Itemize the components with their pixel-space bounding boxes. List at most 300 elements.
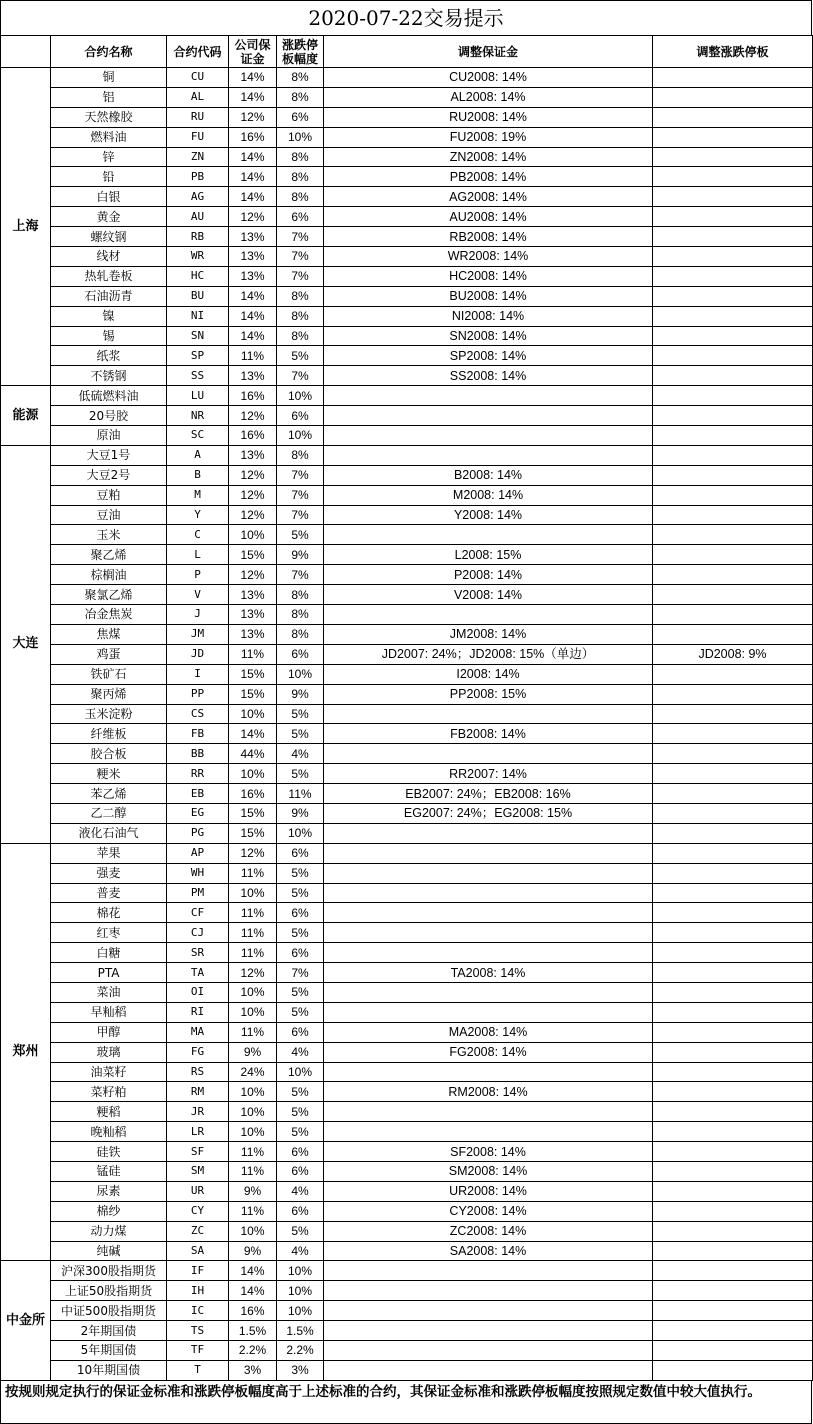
margin-cell: 12% — [229, 406, 277, 426]
adjusted-limit-cell — [653, 1301, 813, 1321]
table-row — [1, 624, 813, 644]
contract-name-cell: 粳稻 — [51, 1102, 167, 1122]
adjusted-margin-cell: JM2008: 14% — [324, 624, 653, 644]
contract-name-cell: 10年期国债 — [51, 1360, 167, 1380]
table-row — [1, 107, 813, 127]
adjusted-limit-cell — [653, 68, 813, 88]
contract-name-cell: 苯乙烯 — [51, 784, 167, 804]
table-row — [1, 982, 813, 1002]
contract-code-cell: HC — [167, 266, 229, 286]
adjusted-limit-cell — [653, 1122, 813, 1142]
adjusted-limit-cell — [653, 1261, 813, 1281]
adjusted-limit-cell — [653, 426, 813, 446]
contract-name-cell: 棉花 — [51, 903, 167, 923]
adjusted-limit-cell — [653, 923, 813, 943]
contract-name-cell: 菜籽粕 — [51, 1082, 167, 1102]
table-row — [1, 1261, 813, 1281]
contract-code-cell: RS — [167, 1062, 229, 1082]
margin-cell: 11% — [229, 923, 277, 943]
margin-cell: 11% — [229, 1161, 277, 1181]
margin-cell: 24% — [229, 1062, 277, 1082]
adjusted-margin-cell — [324, 744, 653, 764]
margin-cell: 13% — [229, 247, 277, 267]
table-row — [1, 684, 813, 704]
table-row — [1, 346, 813, 366]
contract-code-cell: FU — [167, 127, 229, 147]
table-row — [1, 704, 813, 724]
limit-cell: 6% — [277, 903, 324, 923]
adjusted-margin-cell — [324, 863, 653, 883]
margin-cell: 15% — [229, 803, 277, 823]
adjusted-margin-cell: RR2007: 14% — [324, 764, 653, 784]
margin-table — [0, 35, 813, 1381]
limit-cell: 10% — [277, 1062, 324, 1082]
margin-cell: 14% — [229, 87, 277, 107]
adjusted-margin-cell: HC2008: 14% — [324, 266, 653, 286]
table-row — [1, 784, 813, 804]
contract-code-cell: LU — [167, 386, 229, 406]
contract-name-cell: 热轧卷板 — [51, 266, 167, 286]
adjusted-limit-cell — [653, 187, 813, 207]
limit-cell: 10% — [277, 1281, 324, 1301]
contract-name-cell: 苹果 — [51, 843, 167, 863]
table-row — [1, 167, 813, 187]
table-row — [1, 366, 813, 386]
table-row — [1, 1241, 813, 1261]
limit-cell: 5% — [277, 525, 324, 545]
table-row — [1, 1161, 813, 1181]
limit-cell: 7% — [277, 266, 324, 286]
adjusted-margin-cell: V2008: 14% — [324, 585, 653, 605]
limit-cell: 5% — [277, 346, 324, 366]
adjusted-limit-cell — [653, 843, 813, 863]
adjusted-limit-cell — [653, 445, 813, 465]
adjusted-margin-cell — [324, 1062, 653, 1082]
contract-code-cell: SF — [167, 1142, 229, 1162]
limit-cell: 8% — [277, 585, 324, 605]
contract-name-cell: 硅铁 — [51, 1142, 167, 1162]
page-title: 2020-07-22交易提示 — [0, 0, 812, 35]
margin-cell: 14% — [229, 286, 277, 306]
adjusted-limit-cell — [653, 227, 813, 247]
contract-name-cell: 黄金 — [51, 207, 167, 227]
table-row — [1, 87, 813, 107]
contract-code-cell: BB — [167, 744, 229, 764]
contract-name-cell: 原油 — [51, 426, 167, 446]
contract-code-cell: JM — [167, 624, 229, 644]
margin-cell: 11% — [229, 644, 277, 664]
limit-cell: 4% — [277, 1181, 324, 1201]
margin-cell: 11% — [229, 863, 277, 883]
contract-code-cell: IC — [167, 1301, 229, 1321]
margin-cell: 9% — [229, 1181, 277, 1201]
margin-cell: 1.5% — [229, 1321, 277, 1341]
contract-code-cell: AP — [167, 843, 229, 863]
adjusted-margin-cell: TA2008: 14% — [324, 963, 653, 983]
limit-cell: 8% — [277, 87, 324, 107]
table-row — [1, 306, 813, 326]
contract-name-cell: 早籼稻 — [51, 1002, 167, 1022]
header-code: 合约代码 — [167, 36, 229, 68]
limit-cell: 7% — [277, 227, 324, 247]
table-row — [1, 525, 813, 545]
limit-cell: 8% — [277, 306, 324, 326]
contract-name-cell: 铁矿石 — [51, 664, 167, 684]
margin-cell: 16% — [229, 127, 277, 147]
header-exchange — [1, 36, 51, 68]
table-row — [1, 963, 813, 983]
limit-cell: 6% — [277, 644, 324, 664]
limit-cell: 6% — [277, 1201, 324, 1221]
contract-name-cell: 铅 — [51, 167, 167, 187]
header-row — [1, 36, 813, 68]
table-row — [1, 903, 813, 923]
table-row — [1, 1181, 813, 1201]
contract-name-cell: 20号胶 — [51, 406, 167, 426]
contract-name-cell: 纤维板 — [51, 724, 167, 744]
adjusted-margin-cell — [324, 823, 653, 843]
margin-cell: 14% — [229, 147, 277, 167]
contract-code-cell: EG — [167, 803, 229, 823]
table-row — [1, 1002, 813, 1022]
adjusted-margin-cell: EG2007: 24%；EG2008: 15% — [324, 803, 653, 823]
margin-cell: 11% — [229, 346, 277, 366]
adjusted-margin-cell: JD2007: 24%；JD2008: 15%（单边） — [324, 644, 653, 664]
margin-cell: 11% — [229, 903, 277, 923]
adjusted-limit-cell — [653, 883, 813, 903]
contract-code-cell: RR — [167, 764, 229, 784]
limit-cell: 5% — [277, 1102, 324, 1122]
adjusted-limit-cell — [653, 147, 813, 167]
limit-cell: 8% — [277, 147, 324, 167]
margin-cell: 11% — [229, 943, 277, 963]
adjusted-margin-cell — [324, 843, 653, 863]
adjusted-limit-cell — [653, 1201, 813, 1221]
adjusted-limit-cell — [653, 1002, 813, 1022]
limit-cell: 3% — [277, 1360, 324, 1380]
contract-code-cell: EB — [167, 784, 229, 804]
margin-cell: 14% — [229, 326, 277, 346]
contract-code-cell: SS — [167, 366, 229, 386]
contract-code-cell: BU — [167, 286, 229, 306]
contract-name-cell: 白银 — [51, 187, 167, 207]
adjusted-limit-cell — [653, 863, 813, 883]
contract-code-cell: JR — [167, 1102, 229, 1122]
margin-cell: 13% — [229, 624, 277, 644]
adjusted-limit-cell — [653, 207, 813, 227]
table-row — [1, 943, 813, 963]
table-row — [1, 187, 813, 207]
adjusted-limit-cell — [653, 823, 813, 843]
contract-name-cell: 油菜籽 — [51, 1062, 167, 1082]
table-row — [1, 1301, 813, 1321]
limit-cell: 5% — [277, 982, 324, 1002]
table-body — [1, 68, 813, 1381]
limit-cell: 6% — [277, 1022, 324, 1042]
adjusted-margin-cell: WR2008: 14% — [324, 247, 653, 267]
margin-cell: 14% — [229, 724, 277, 744]
contract-code-cell: TF — [167, 1341, 229, 1361]
limit-cell: 2.2% — [277, 1341, 324, 1361]
adjusted-limit-cell — [653, 605, 813, 625]
contract-code-cell: NR — [167, 406, 229, 426]
adjusted-limit-cell — [653, 326, 813, 346]
margin-cell: 16% — [229, 1301, 277, 1321]
contract-code-cell: T — [167, 1360, 229, 1380]
limit-cell: 10% — [277, 386, 324, 406]
adjusted-limit-cell — [653, 1022, 813, 1042]
table-row — [1, 1281, 813, 1301]
contract-name-cell: 锰硅 — [51, 1161, 167, 1181]
exchange-cell: 大连 — [1, 445, 51, 843]
adjusted-margin-cell: AG2008: 14% — [324, 187, 653, 207]
adjusted-limit-cell — [653, 545, 813, 565]
margin-cell: 16% — [229, 386, 277, 406]
contract-name-cell: 乙二醇 — [51, 803, 167, 823]
contract-name-cell: 玉米淀粉 — [51, 704, 167, 724]
adjusted-margin-cell — [324, 1102, 653, 1122]
contract-name-cell: 棉纱 — [51, 1201, 167, 1221]
margin-cell: 15% — [229, 545, 277, 565]
margin-cell: 12% — [229, 565, 277, 585]
adjusted-margin-cell: PP2008: 15% — [324, 684, 653, 704]
limit-cell: 8% — [277, 326, 324, 346]
table-row — [1, 843, 813, 863]
contract-code-cell: TA — [167, 963, 229, 983]
contract-name-cell: 焦煤 — [51, 624, 167, 644]
contract-code-cell: CS — [167, 704, 229, 724]
contract-code-cell: RI — [167, 1002, 229, 1022]
contract-code-cell: SM — [167, 1161, 229, 1181]
contract-name-cell: 鸡蛋 — [51, 644, 167, 664]
adjusted-margin-cell: MA2008: 14% — [324, 1022, 653, 1042]
contract-code-cell: B — [167, 465, 229, 485]
contract-name-cell: 聚丙烯 — [51, 684, 167, 704]
adjusted-limit-cell — [653, 525, 813, 545]
margin-cell: 2.2% — [229, 1341, 277, 1361]
limit-cell: 10% — [277, 664, 324, 684]
contract-code-cell: V — [167, 585, 229, 605]
contract-name-cell: 中证500股指期货 — [51, 1301, 167, 1321]
contract-name-cell: 2年期国债 — [51, 1321, 167, 1341]
limit-cell: 4% — [277, 1241, 324, 1261]
contract-name-cell: 低硫燃料油 — [51, 386, 167, 406]
adjusted-limit-cell — [653, 764, 813, 784]
limit-cell: 6% — [277, 843, 324, 863]
contract-code-cell: SN — [167, 326, 229, 346]
adjusted-limit-cell — [653, 704, 813, 724]
adjusted-margin-cell — [324, 1002, 653, 1022]
contract-name-cell: 棕榈油 — [51, 565, 167, 585]
adjusted-limit-cell — [653, 167, 813, 187]
contract-name-cell: 白糖 — [51, 943, 167, 963]
limit-cell: 10% — [277, 426, 324, 446]
adjusted-margin-cell: FB2008: 14% — [324, 724, 653, 744]
table-row — [1, 147, 813, 167]
adjusted-margin-cell: SA2008: 14% — [324, 1241, 653, 1261]
table-row — [1, 803, 813, 823]
table-row — [1, 724, 813, 744]
margin-cell: 10% — [229, 1102, 277, 1122]
contract-code-cell: JD — [167, 644, 229, 664]
table-row — [1, 1360, 813, 1380]
limit-cell: 10% — [277, 1301, 324, 1321]
margin-cell: 10% — [229, 764, 277, 784]
adjusted-limit-cell — [653, 247, 813, 267]
adjusted-margin-cell: PB2008: 14% — [324, 167, 653, 187]
contract-code-cell: L — [167, 545, 229, 565]
margin-cell: 16% — [229, 784, 277, 804]
contract-code-cell: ZN — [167, 147, 229, 167]
contract-name-cell: 胶合板 — [51, 744, 167, 764]
adjusted-limit-cell — [653, 107, 813, 127]
contract-code-cell: WH — [167, 863, 229, 883]
exchange-cell: 郑州 — [1, 843, 51, 1261]
adjusted-margin-cell: M2008: 14% — [324, 485, 653, 505]
table-row — [1, 1122, 813, 1142]
margin-cell: 14% — [229, 68, 277, 88]
limit-cell: 6% — [277, 107, 324, 127]
contract-name-cell: 铝 — [51, 87, 167, 107]
adjusted-limit-cell — [653, 1042, 813, 1062]
contract-name-cell: 粳米 — [51, 764, 167, 784]
contract-name-cell: 豆粕 — [51, 485, 167, 505]
margin-cell: 11% — [229, 1022, 277, 1042]
contract-name-cell: 红枣 — [51, 923, 167, 943]
contract-name-cell: 燃料油 — [51, 127, 167, 147]
margin-cell: 16% — [229, 426, 277, 446]
contract-code-cell: IF — [167, 1261, 229, 1281]
contract-name-cell: 液化石油气 — [51, 823, 167, 843]
contract-code-cell: LR — [167, 1122, 229, 1142]
table-row — [1, 127, 813, 147]
limit-cell: 5% — [277, 1002, 324, 1022]
table-row — [1, 68, 813, 88]
adjusted-limit-cell — [653, 565, 813, 585]
margin-cell: 14% — [229, 1261, 277, 1281]
contract-name-cell: 上证50股指期货 — [51, 1281, 167, 1301]
adjusted-margin-cell — [324, 1301, 653, 1321]
adjusted-margin-cell: L2008: 15% — [324, 545, 653, 565]
table-row — [1, 744, 813, 764]
adjusted-limit-cell — [653, 1062, 813, 1082]
contract-code-cell: OI — [167, 982, 229, 1002]
limit-cell: 5% — [277, 1122, 324, 1142]
limit-cell: 5% — [277, 1082, 324, 1102]
table-row — [1, 883, 813, 903]
header-adj-margin: 调整保证金 — [324, 36, 653, 68]
limit-cell: 11% — [277, 784, 324, 804]
limit-cell: 7% — [277, 465, 324, 485]
margin-cell: 9% — [229, 1042, 277, 1062]
contract-name-cell: 锌 — [51, 147, 167, 167]
margin-cell: 13% — [229, 445, 277, 465]
contract-code-cell: SC — [167, 426, 229, 446]
table-row — [1, 505, 813, 525]
adjusted-margin-cell: SS2008: 14% — [324, 366, 653, 386]
contract-code-cell: WR — [167, 247, 229, 267]
margin-cell: 14% — [229, 1281, 277, 1301]
contract-name-cell: 石油沥青 — [51, 286, 167, 306]
adjusted-margin-cell: Y2008: 14% — [324, 505, 653, 525]
contract-name-cell: PTA — [51, 963, 167, 983]
table-row — [1, 1321, 813, 1341]
table-row — [1, 1142, 813, 1162]
adjusted-limit-cell — [653, 1341, 813, 1361]
exchange-cell: 能源 — [1, 386, 51, 446]
limit-cell: 8% — [277, 624, 324, 644]
limit-cell: 6% — [277, 207, 324, 227]
contract-code-cell: FG — [167, 1042, 229, 1062]
adjusted-limit-cell — [653, 386, 813, 406]
margin-cell: 3% — [229, 1360, 277, 1380]
limit-cell: 1.5% — [277, 1321, 324, 1341]
limit-cell: 7% — [277, 565, 324, 585]
limit-cell: 4% — [277, 744, 324, 764]
margin-cell: 11% — [229, 1142, 277, 1162]
table-row — [1, 923, 813, 943]
limit-cell: 9% — [277, 803, 324, 823]
adjusted-limit-cell — [653, 803, 813, 823]
adjusted-margin-cell: AL2008: 14% — [324, 87, 653, 107]
table-row — [1, 863, 813, 883]
margin-cell: 10% — [229, 1002, 277, 1022]
exchange-cell: 中金所 — [1, 1261, 51, 1380]
table-row — [1, 286, 813, 306]
adjusted-margin-cell — [324, 525, 653, 545]
margin-cell: 9% — [229, 1241, 277, 1261]
contract-name-cell: 镍 — [51, 306, 167, 326]
contract-code-cell: J — [167, 605, 229, 625]
contract-name-cell: 聚氯乙烯 — [51, 585, 167, 605]
contract-name-cell: 5年期国债 — [51, 1341, 167, 1361]
margin-cell: 13% — [229, 266, 277, 286]
margin-cell: 13% — [229, 585, 277, 605]
adjusted-margin-cell — [324, 1281, 653, 1301]
table-row — [1, 664, 813, 684]
contract-name-cell: 强麦 — [51, 863, 167, 883]
adjusted-margin-cell — [324, 923, 653, 943]
table-row — [1, 1062, 813, 1082]
limit-cell: 7% — [277, 505, 324, 525]
adjusted-limit-cell — [653, 286, 813, 306]
contract-code-cell: SP — [167, 346, 229, 366]
margin-cell: 10% — [229, 1122, 277, 1142]
margin-cell: 44% — [229, 744, 277, 764]
contract-code-cell: RB — [167, 227, 229, 247]
limit-cell: 10% — [277, 1261, 324, 1281]
adjusted-limit-cell — [653, 585, 813, 605]
adjusted-margin-cell — [324, 943, 653, 963]
limit-cell: 7% — [277, 963, 324, 983]
adjusted-margin-cell: SP2008: 14% — [324, 346, 653, 366]
table-row — [1, 1082, 813, 1102]
contract-code-cell: FB — [167, 724, 229, 744]
adjusted-limit-cell — [653, 1360, 813, 1380]
adjusted-margin-cell: I2008: 14% — [324, 664, 653, 684]
table-row — [1, 1201, 813, 1221]
limit-cell: 7% — [277, 366, 324, 386]
contract-code-cell: IH — [167, 1281, 229, 1301]
adjusted-margin-cell — [324, 406, 653, 426]
contract-code-cell: AG — [167, 187, 229, 207]
contract-name-cell: 纸浆 — [51, 346, 167, 366]
adjusted-limit-cell — [653, 1102, 813, 1122]
adjusted-limit-cell — [653, 784, 813, 804]
table-row — [1, 1022, 813, 1042]
contract-name-cell: 菜油 — [51, 982, 167, 1002]
limit-cell: 9% — [277, 545, 324, 565]
